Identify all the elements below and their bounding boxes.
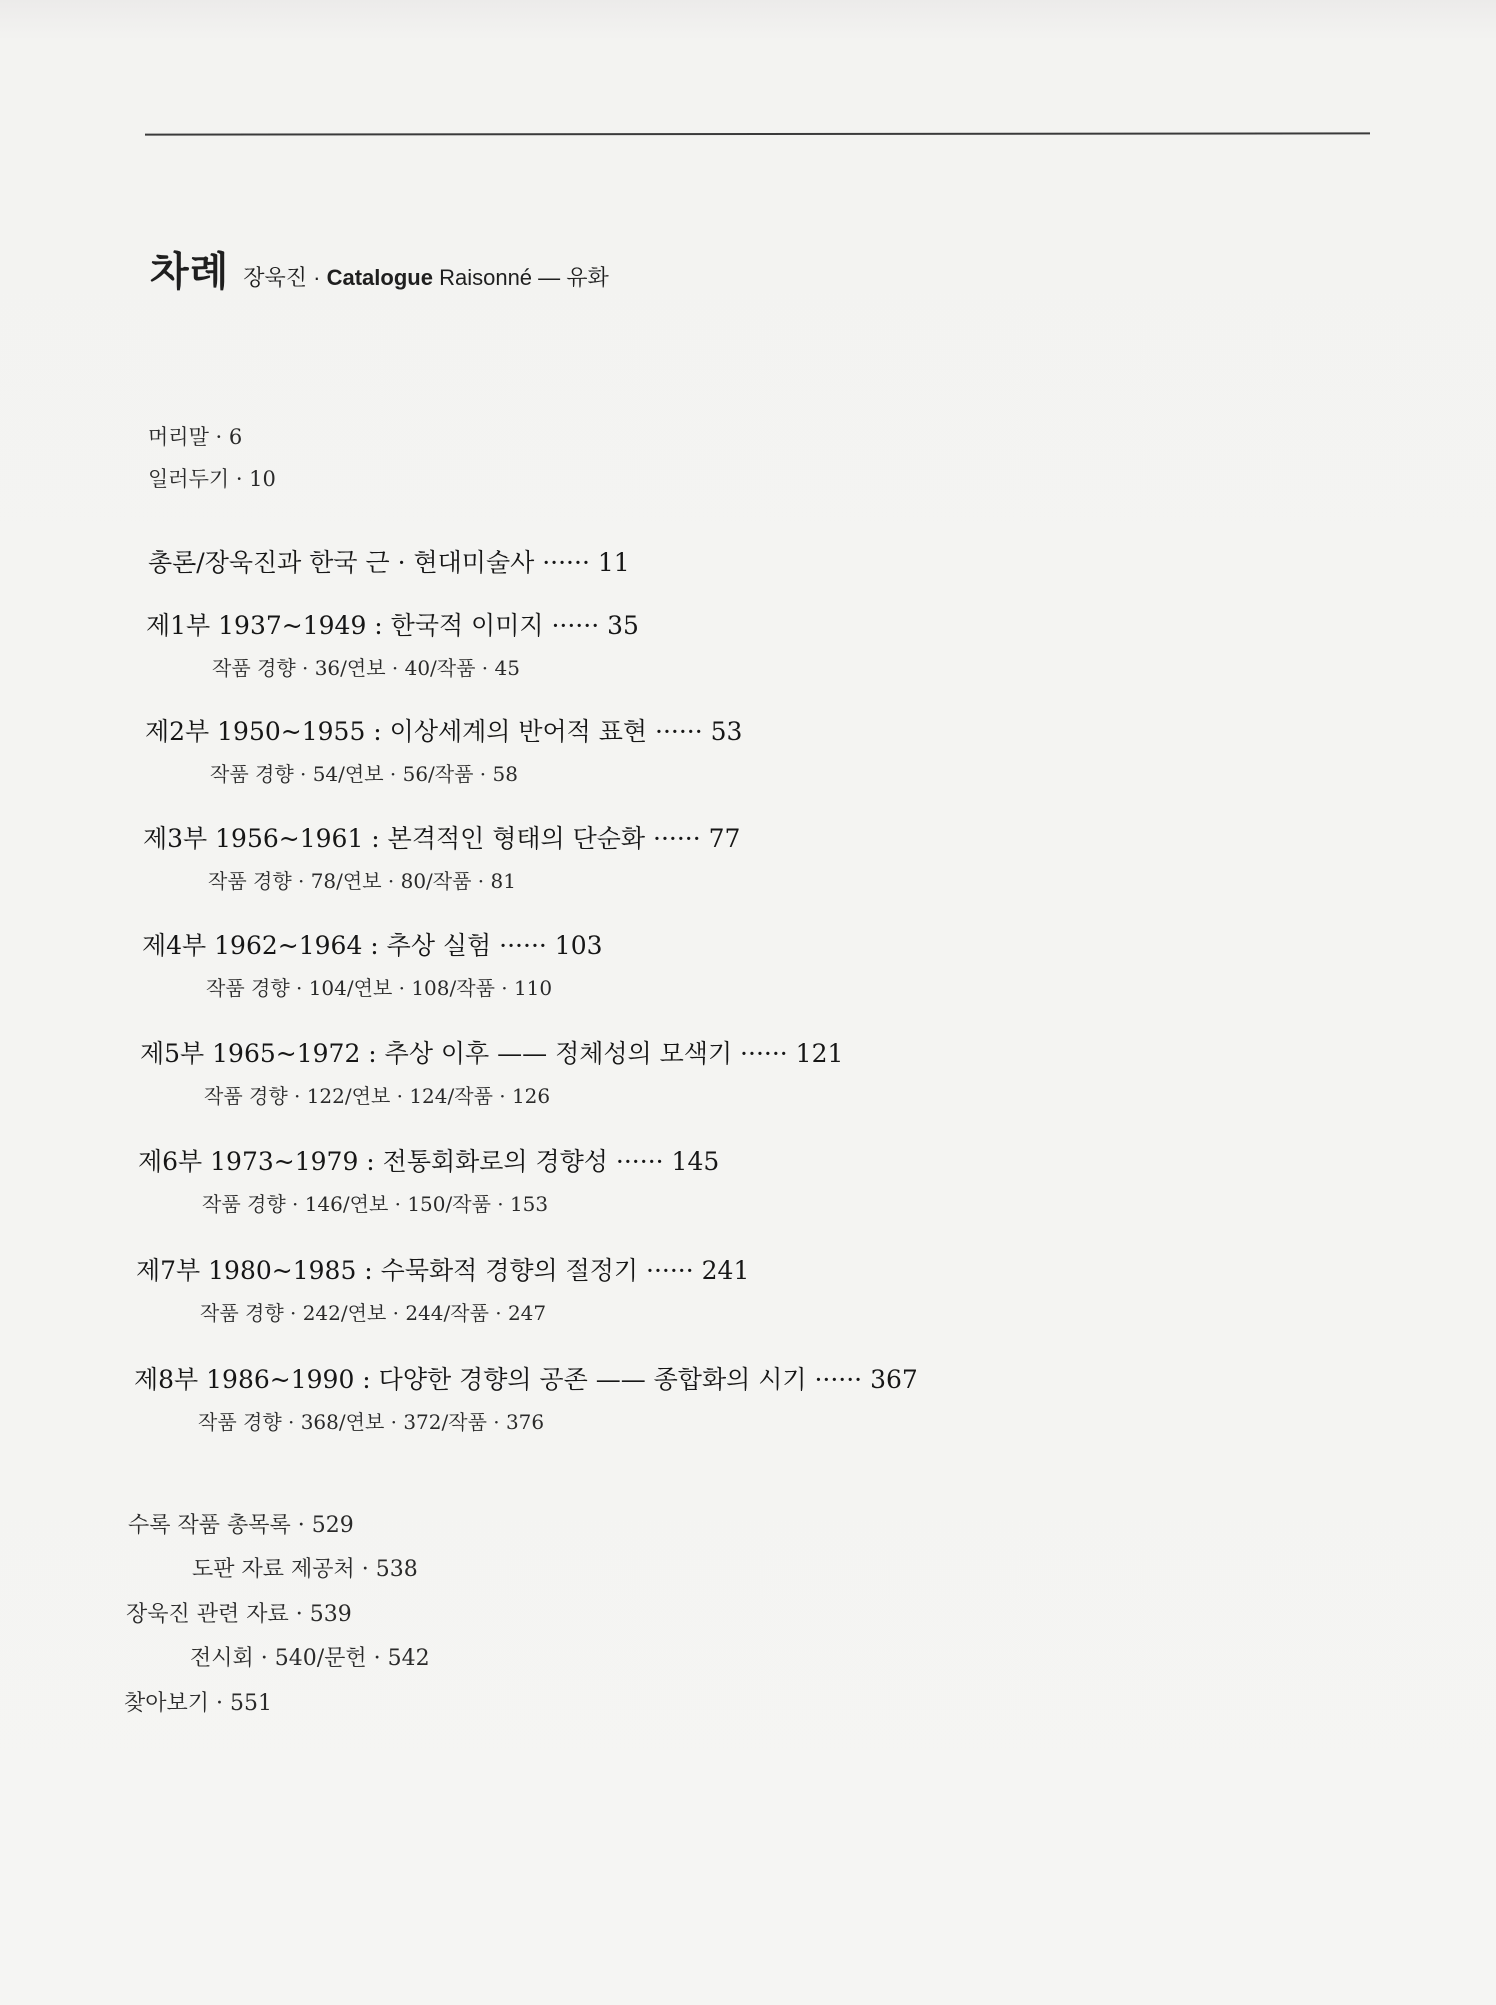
subtitle-rest: Raisonné — 유화 [439, 265, 609, 290]
back-matter-catalogue-sub: 도판 자료 제공처 · 538 [192, 1557, 418, 1582]
toc-part-8-title: 제8부 1986~1990 : 다양한 경향의 공존 —— 종합화의 시기 ······ 367 [134, 1365, 918, 1394]
toc-part-3-sub: 작품 경향 · 78/연보 · 80/작품 · 81 [208, 869, 516, 893]
toc-intro: 총론/장욱진과 한국 근 · 현대미술사 ······ 11 [148, 548, 630, 577]
author-name: 장욱진 · [243, 265, 321, 290]
back-matter-related-sub: 전시회 · 540/문헌 · 542 [190, 1646, 430, 1671]
toc-subtitle [243, 261, 609, 292]
toc-part-6-title: 제6부 1973~1979 : 전통회화로의 경향성 ······ 145 [138, 1147, 720, 1176]
toc-part-7-sub: 작품 경향 · 242/연보 · 244/작품 · 247 [200, 1301, 547, 1325]
top-rule [145, 132, 1370, 135]
back-matter-related: 장욱진 관련 자료 · 539 [126, 1602, 352, 1627]
toc-part-1-title: 제1부 1937~1949 : 한국적 이미지 ······ 35 [146, 611, 639, 640]
toc-part-3-title: 제3부 1956~1961 : 본격적인 형태의 단순화 ······ 77 [143, 824, 741, 853]
front-matter-preface: 머리말 · 6 [148, 425, 243, 449]
toc-part-5-sub: 작품 경향 · 122/연보 · 124/작품 · 126 [204, 1084, 551, 1108]
front-matter-notes: 일러두기 · 10 [148, 467, 276, 491]
toc-part-6-sub: 작품 경향 · 146/연보 · 150/작품 · 153 [202, 1192, 549, 1216]
toc-part-8-sub: 작품 경향 · 368/연보 · 372/작품 · 376 [198, 1410, 545, 1434]
back-matter-index: 찾아보기 · 551 [124, 1691, 272, 1716]
catalogue-word: Catalogue [326, 265, 433, 290]
toc-part-1-sub: 작품 경향 · 36/연보 · 40/작품 · 45 [212, 656, 520, 680]
toc-part-2-sub: 작품 경향 · 54/연보 · 56/작품 · 58 [210, 762, 518, 786]
toc-part-4-title: 제4부 1962~1964 : 추상 실험 ······ 103 [142, 931, 603, 960]
toc-heading [150, 240, 609, 297]
toc-part-4-sub: 작품 경향 · 104/연보 · 108/작품 · 110 [206, 976, 553, 1000]
toc-title: 차례 [150, 248, 230, 295]
back-matter-catalogue: 수록 작품 총목록 · 529 [128, 1513, 354, 1538]
toc-part-2-title: 제2부 1950~1955 : 이상세계의 반어적 표현 ······ 53 [145, 717, 743, 746]
toc-part-5-title: 제5부 1965~1972 : 추상 이후 —— 정체성의 모색기 ······ 121 [140, 1039, 844, 1068]
toc-part-7-title: 제7부 1980~1985 : 수묵화적 경향의 절정기 ······ 241 [136, 1256, 750, 1285]
